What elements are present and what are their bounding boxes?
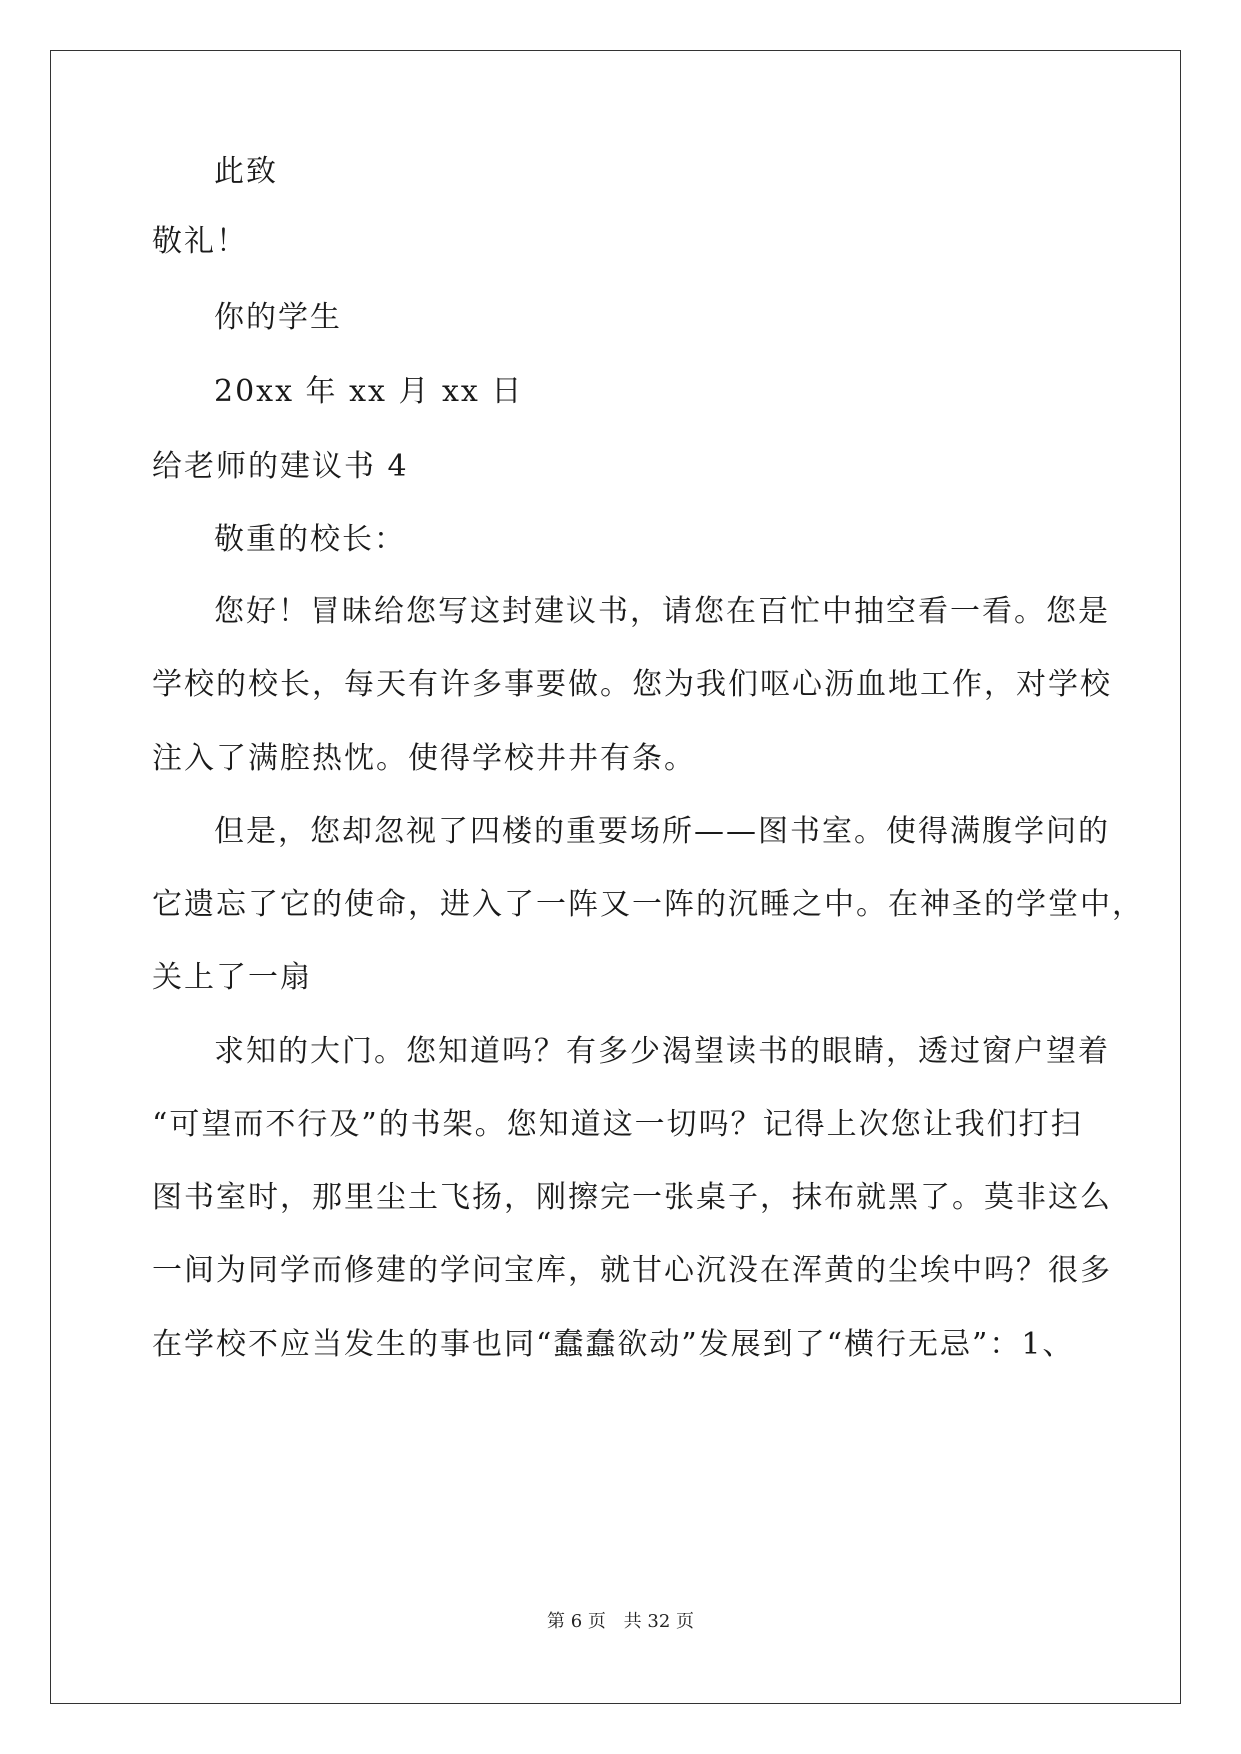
paragraph-line: 图书室时，那里尘土飞扬，刚擦完一张桌子，抹布就黑了。莫非这么 [152,1180,1112,1215]
page-number: 第 6 页 [547,1611,606,1632]
greeting: 敬重的校长： [214,522,406,557]
section-title: 给老师的建议书 4 [152,449,409,484]
closing-respect: 敬礼！ [152,224,248,259]
page-footer [0,1610,1241,1634]
paragraph-line: 注入了满腔热忱。使得学校井井有条。 [152,741,696,776]
paragraph-line: 学校的校长，每天有许多事要做。您为我们呕心沥血地工作，对学校 [152,667,1112,702]
closing-salutation: 此致 [214,154,278,189]
paragraph-line: 关上了一扇 [152,960,312,995]
paragraph-line: 它遗忘了它的使命，进入了一阵又一阵的沉睡之中。在神圣的学堂中， [152,887,1144,922]
date-line: 20xx 年 xx 月 xx 日 [214,374,524,409]
paragraph-line: 但是，您却忽视了四楼的重要场所——图书室。使得满腹学问的 [214,814,1110,849]
paragraph-line: 在学校不应当发生的事也同“蠢蠢欲动”发展到了“横行无忌”：1、 [152,1327,1075,1362]
paragraph-line: “可望而不行及”的书架。您知道这一切吗？记得上次您让我们打扫 [152,1107,1083,1142]
paragraph-line: 求知的大门。您知道吗？有多少渴望读书的眼睛，透过窗户望着 [214,1034,1110,1069]
signature: 你的学生 [214,300,342,335]
paragraph-line: 一间为同学而修建的学问宝库，就甘心沉没在浑黄的尘埃中吗？很多 [152,1253,1112,1288]
page-total: 共 32 页 [623,1611,694,1632]
paragraph-line: 您好！冒昧给您写这封建议书，请您在百忙中抽空看一看。您是 [214,594,1110,629]
